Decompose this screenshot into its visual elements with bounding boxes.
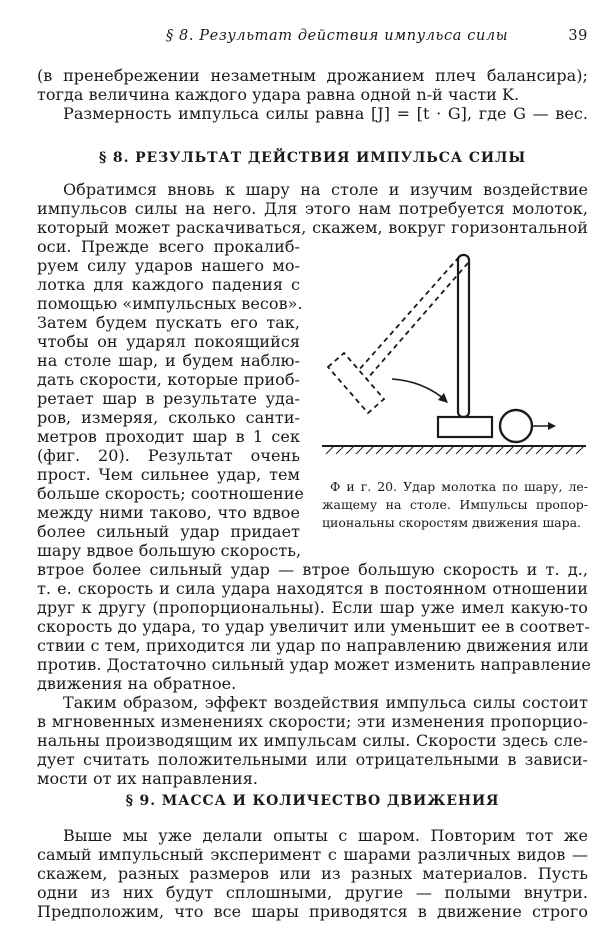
running-head-title: § 8. Результат действия импульса силы [166,28,509,44]
figure-20 [322,243,588,463]
text-line: против. Достаточно сильный удар может изменить направление [37,655,591,674]
text-line: лотка для каждого падения с [37,275,300,294]
text-line: на столе шар, и будем наблю- [37,351,300,370]
ball-motion-arrow-head [548,422,556,430]
text-line: метров проходит шар в 1 сек [37,427,300,446]
text-line: больше скорость; соотношение [37,484,304,503]
text-line: между ними таково, что вдвое [37,503,300,522]
running-head [32,28,588,50]
text-line: чтобы он ударял покоящийся [37,332,300,351]
text-line: скажем, разных размеров или из разных материалов. Пусть [37,864,588,883]
text-line: нальны производящим их импульсам силы. Скорости здесь сле- [37,731,588,750]
caption-line: циональны скоростям движения шара. [322,515,582,530]
swing-arrow-head [438,393,448,403]
caption-line: Ф и г. 20. Удар молотка по шару, ле- [330,479,588,494]
text-line: Таким образом, эффект воздействия импульса силы состоит [63,693,588,712]
text-line: (фиг. 20). Результат очень [37,446,300,465]
text-line: мости от их направления. [37,769,258,788]
section-9-heading: § 9. МАССА И КОЛИЧЕСТВО ДВИЖЕНИЯ [125,793,500,809]
text-line: дует считать положительными или отрицательными в зависи- [37,750,588,769]
caption-line: жащему на столе. Импульсы пропор- [322,497,588,512]
text-line: движения на обратное. [37,674,237,693]
text-line: руем силу ударов нашего мо- [37,256,300,275]
text-line: импульсов силы на него. Для этого нам потребуется молоток, [37,199,588,218]
text-line: в мгновенных изменениях скорости; эти изменения пропорцио- [37,712,588,731]
text-line: Размерность импульса силы равна [J] = [t · G], где G — вес. [63,104,588,123]
text-line: Обратимся вновь к шару на столе и изучим воздействие [63,180,588,199]
text-line: тогда величина каждого удара равна одной n-й части K. [37,85,520,104]
text-line: одни из них будут сплошными, другие — полыми внутри. [37,883,588,902]
figure-20-caption [322,478,588,532]
text-line: втрое более сильный удар — втрое большую скорость и т. д., [37,560,588,579]
text-line: Затем будем пускать его так, [37,313,300,332]
text-line: прост. Чем сильнее удар, тем [37,465,300,484]
text-line: оси. Прежде всего прокалиб- [37,237,300,256]
hammer-ball-illustration [322,243,588,463]
text-line: (в пренебрежении незаметным дрожанием плеч балансира); [37,66,588,85]
text-line: ретает шар в результате уда- [37,389,300,408]
section-8-heading: § 8. РЕЗУЛЬТАТ ДЕЙСТВИЯ ИМПУЛЬСА СИЛЫ [98,150,527,166]
page-number: 39 [568,28,588,44]
text-line: помощью «импульсных весов». [37,294,303,313]
text-line: самый импульсный эксперимент с шарами различных видов — [37,845,588,864]
text-line: т. е. скорость и сила удара находятся в постоянном отношении [37,579,588,598]
text-line: шару вдвое большую скорость, [37,541,302,560]
ball [500,410,532,442]
hammer-handle [458,255,469,417]
text-line: который может раскачиваться, скажем, вокруг горизонтальной [37,218,588,237]
hammer-head [438,417,492,437]
text-line: более сильный удар придает [37,522,300,541]
swing-arrow [392,379,444,399]
text-line: Предположим, что все шары приводятся в движение строго [37,902,588,921]
text-line: скорость до удара, то удар увеличит или уменьшит ее в соответ- [37,617,590,636]
text-line: друг к другу (пропорциональны). Если шар уже имел какую-то [37,598,588,617]
text-line: ров, измеряя, сколько санти- [37,408,300,427]
text-line: ствии с тем, приходится ли удар по направлению движения или [37,636,589,655]
text-line: Выше мы уже делали опыты с шаром. Повторим тот же [63,826,588,845]
swung-hammer-outline [328,257,468,413]
table-hatching [326,446,584,454]
text-line: дать скорости, которые приоб- [37,370,300,389]
